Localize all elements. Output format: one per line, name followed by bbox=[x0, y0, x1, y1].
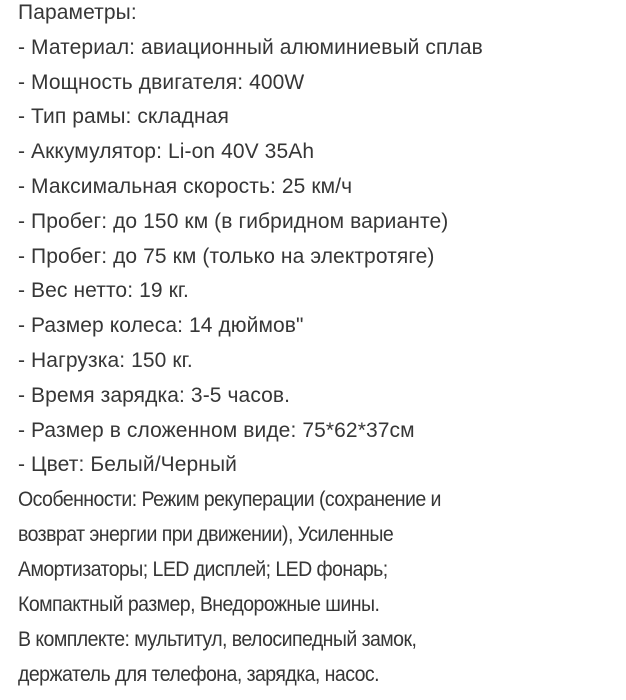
spec-parameter-list bbox=[18, 31, 618, 483]
spec-item-range-electric: - Пробег: до 75 км (только на электротяге) bbox=[18, 244, 435, 268]
spec-item-net-weight: - Вес нетто: 19 кг. bbox=[18, 279, 189, 303]
features-line: Особенности: Режим рекуперации (сохранение и bbox=[18, 488, 441, 512]
features-line: Амортизаторы; LED дисплей; LED фонарь; bbox=[18, 557, 388, 581]
kit-contents-line: держатель для телефона, зарядка, насос. bbox=[18, 662, 380, 686]
kit-contents-line: В комплекте: мультитул, велосипедный замок, bbox=[18, 627, 417, 651]
spec-item-max-speed: - Максимальная скорость: 25 км/ч bbox=[18, 174, 353, 198]
spec-item-wheel-size: - Размер колеса: 14 дюймов" bbox=[18, 314, 304, 338]
spec-item-max-load: - Нагрузка: 150 кг. bbox=[18, 348, 193, 372]
spec-item-folded-size: - Размер в сложенном виде: 75*62*37см bbox=[18, 418, 415, 442]
features-line: Компактный размер, Внедорожные шины. bbox=[18, 592, 380, 616]
spec-item-charge-time: - Время зарядка: 3-5 часов. bbox=[18, 383, 291, 407]
spec-item-motor-power: - Мощность двигателя: 400W bbox=[18, 70, 305, 94]
spec-item-material: - Материал: авиационный алюминиевый сплав bbox=[18, 35, 483, 59]
spec-item-range-hybrid: - Пробег: до 150 км (в гибридном варианте) bbox=[18, 209, 449, 233]
spec-heading: Параметры: bbox=[18, 1, 137, 24]
product-spec-document bbox=[18, 0, 618, 693]
spec-item-frame-type: - Тип рамы: складная bbox=[18, 105, 229, 129]
features-paragraph bbox=[18, 483, 623, 692]
spec-item-battery: - Аккумулятор: Li-on 40V 35Ah bbox=[18, 140, 315, 164]
features-line: возврат энергии при движении), Усиленные bbox=[18, 523, 394, 547]
spec-item-color: - Цвет: Белый/Черный bbox=[18, 453, 238, 477]
